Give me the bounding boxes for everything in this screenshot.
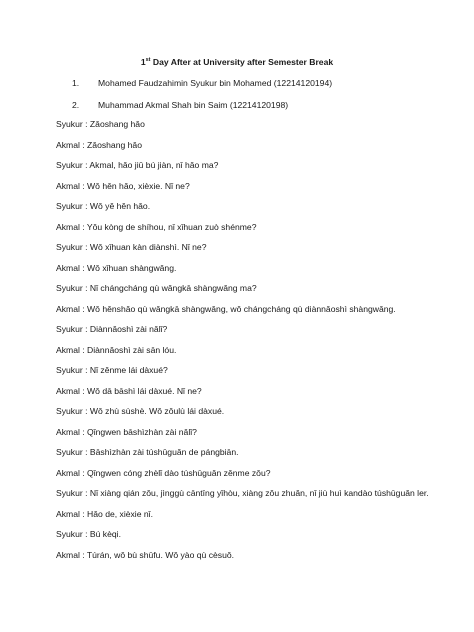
author-number: 1.: [72, 78, 80, 88]
dialogue-line: Syukur : Bú kèqi.: [56, 529, 121, 539]
dialogue-line: Akmal : Túrán, wǒ bù shūfu. Wǒ yào qù cèsuǒ.: [56, 550, 235, 560]
dialogue-line: Akmal : Wǒ hěn hǎo, xièxie. Nǐ ne?: [56, 181, 190, 191]
dialogue-line: Syukur : Wǒ xǐhuan kàn diànshì. Nǐ ne?: [56, 242, 207, 252]
dialogue-line: Syukur : Nǐ chángcháng qù wǎngkā shàngwǎng ma?: [56, 283, 257, 293]
dialogue-line: Syukur : Wǒ yě hěn hǎo.: [56, 201, 151, 211]
dialogue-line: Akmal : Wǒ xǐhuan shàngwǎng.: [56, 263, 177, 273]
dialogue-line: Syukur : Diànnǎoshì zài nǎlǐ?: [56, 324, 168, 334]
dialogue-line: Syukur : Bāshìzhàn zài túshūguǎn de pángbiān.: [56, 447, 239, 457]
dialogue-line: Akmal : Qǐngwen cóng zhèlǐ dào túshūguǎn zěnme zǒu?: [56, 468, 271, 478]
title-ordinal-suffix: st: [145, 57, 151, 64]
dialogue-line: Syukur : Zǎoshang hǎo: [56, 119, 145, 129]
dialogue-line: Syukur : Akmal, hǎo jiǔ bú jiàn, nǐ hǎo ma?: [56, 160, 219, 170]
author-item: [72, 77, 332, 89]
title-text: Day After at University after Semester Break: [150, 57, 334, 67]
dialogue-line: Akmal : Diànnǎoshì zài sān lóu.: [56, 345, 177, 355]
dialogue-line: Akmal : Hǎo de, xièxie nǐ.: [56, 509, 153, 519]
dialogue-line: Akmal : Wǒ hěnshǎo qù wǎngkā shàngwǎng, wǒ chángcháng qù diànnǎoshì shàngwǎng.: [56, 304, 396, 314]
dialogue-line: Akmal : Zǎoshang hǎo: [56, 140, 142, 150]
author-item: [72, 99, 288, 111]
dialogue-line: Syukur : Nǐ zěnme lái dàxué?: [56, 365, 168, 375]
dialogue-line: Syukur : Nǐ xiàng qián zǒu, jìnggù cāntīng yǐhòu, xiàng zǒu zhuǎn, nǐ jiù huì kandào túshūguǎn ler.: [56, 488, 429, 498]
document-title: [0, 56, 474, 68]
dialogue-line: Syukur : Wǒ zhù sùshè. Wǒ zǒulù lái dàxué.: [56, 406, 225, 416]
dialogue-line: Akmal : Qǐngwen bāshìzhàn zài nǎlǐ?: [56, 427, 197, 437]
author-name: Mohamed Faudzahimin Syukur bin Mohamed (12214120194): [98, 78, 333, 88]
dialogue-line: Akmal : Yǒu kòng de shíhou, nǐ xǐhuan zuò shénme?: [56, 222, 257, 232]
dialogue-line: Akmal : Wǒ dā bāshì lái dàxué. Nǐ ne?: [56, 386, 202, 396]
title-ordinal: 1: [140, 57, 146, 67]
author-number: 2.: [72, 100, 80, 110]
author-name: Muhammad Akmal Shah bin Saim (12214120198): [98, 100, 289, 110]
